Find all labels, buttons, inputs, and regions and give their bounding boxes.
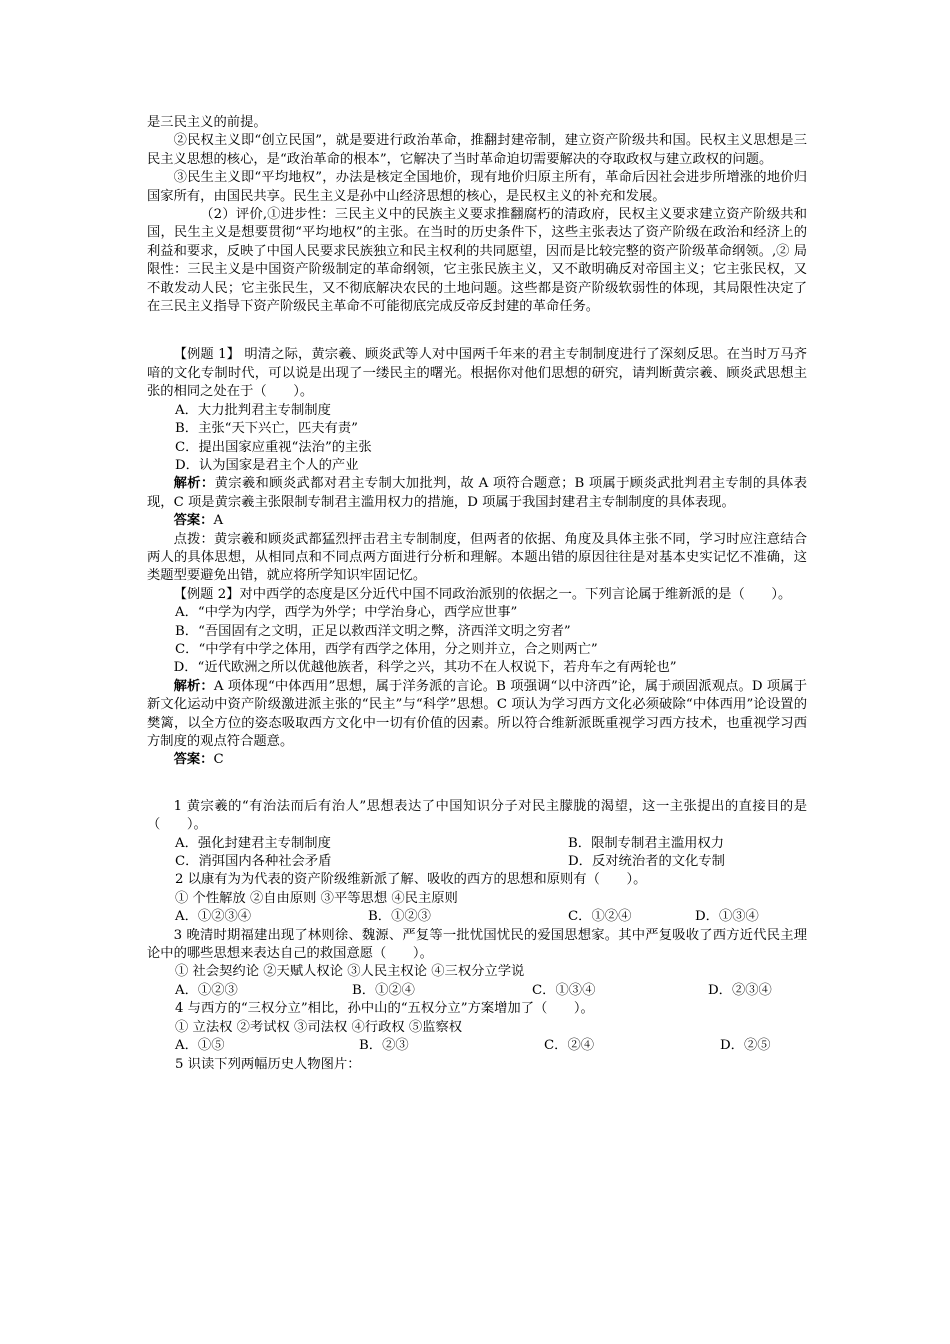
analysis-text: 黄宗羲和顾炎武都对君主专制大加批判，故 A 项符合题意；B 项属于顾炎武批判君主专制的具体表现，C 项是黄宗羲主张限制专制君主滥用权力的措施，D 项属于我国封建君主专制制度的具体表现。 (147, 476, 807, 510)
option-b: B．②③ (359, 1038, 409, 1054)
example2-analysis (147, 678, 807, 752)
example1-option-c: C．提出国家应重视“法治”的主张 (175, 439, 372, 455)
option-a: A．①②③ (175, 982, 238, 998)
practice-question-4: 4 与西方的“三权分立”相比，孙中山的“五权分立”方案增加了（ ）。 (175, 1001, 594, 1017)
option-a: A．强化封建君主专制制度 (175, 835, 331, 851)
example2-option-d: D．“近代欧洲之所以优越他族者，科学之兴，其功不在人权说下，若舟车之有两轮也” (173, 660, 677, 676)
practice-q4-items: ① 立法权 ②考试权 ③司法权 ④行政权 ⑤监察权 (175, 1019, 463, 1035)
option-d: D．反对统治者的文化专制 (568, 854, 725, 870)
example1-tip: 点拨：黄宗羲和顾炎武都猛烈抨击君主专制制度，但两者的依据、角度及具体主张不同，学习时应注意结合两人的具体思想，从相同点和不同点两方面进行分析和理解。本题出错的原因往往是对基本史实记忆不准确，这类题型要避免出错，就应将所学知识牢固记忆。 (147, 531, 807, 584)
analysis-label: 解析： (173, 678, 214, 694)
option-d: D．②③④ (708, 982, 772, 998)
practice-question-2: 2 以康有为为代表的资产阶级维新派了解、吸收的西方的思想和原则有（ ）。 (175, 872, 647, 888)
answer-label: 答案： (173, 513, 214, 529)
practice-q4-options (147, 1037, 807, 1055)
analysis-label: 解析： (173, 476, 215, 492)
option-b: B．限制专制君主滥用权力 (568, 835, 725, 851)
option-a: A．①⑤ (175, 1038, 225, 1054)
option-d: D．②⑤ (720, 1038, 771, 1054)
example2-answer (147, 751, 807, 769)
practice-q1-options-row2 (147, 853, 807, 871)
answer-label: 答案： (173, 752, 214, 768)
example2-option-a: A．“中学为内学，西学为外学；中学治身心，西学应世事” (175, 605, 518, 621)
example2-question: 【例题 2】对中西学的态度是区分近代中国不同政治派别的依据之一。下列言论属于维新派的是（ ）。 (173, 586, 792, 602)
intro-line: 是三民主义的前提。 (147, 115, 267, 130)
option-d: D．①③④ (695, 909, 759, 925)
example1-analysis (147, 475, 807, 512)
example1-question: 【例题 1】 明清之际，黄宗羲、顾炎武等人对中国两千年来的君主专制制度进行了深刻反思。在当时万马齐喑的文化专制时代，可以说是出现了一缕民主的曙光。根据你对他们思想的研究，请判断黄宗羲、顾炎武思想主张的相同之处在于（ ）。 (147, 347, 807, 400)
answer-text: C (213, 752, 224, 768)
intro-paragraph-evaluation: （2）评价,①进步性：三民主义中的民族主义要求推翻腐朽的清政府，民权主义要求建立资产阶级共和国，民生主义是想要贯彻“平均地权”的主张。在当时的历史条件下，这些主张表达了资产阶级在政治和经济上的利益和要求，反映了中国人民要求民族独立和民主权利的共同愿望，因而是比较完整的资产阶级革命纲领。,② 局限性：三民主义是中国资产阶级制定的革命纲领，它主张民族主义，又不敢明确反对帝国主义；它主张民权，又不敢发动人民；它主张民生，又不彻底解决农民的土地问题。这些都是资产阶级软弱性的体现，其局限性决定了在三民主义指导下资产阶级民主革命不可能彻底完成反帝反封建的革命任务。 (147, 207, 807, 315)
document-page (147, 114, 807, 1074)
option-a: A．①②③④ (175, 909, 252, 925)
example2-option-c: C．“中学有中学之体用，西学有西学之体用，分之则并立，合之则两亡” (175, 641, 598, 657)
intro-paragraph-minsheng: ③民生主义即“平均地权”，办法是核定全国地价，现有地价归原主所有，革命后因社会进步所增涨的地价归国家所有，由国民共享。民生主义是孙中山经济思想的核心，是民权主义的补充和发展。 (147, 170, 807, 204)
intro-paragraph-minquan: ②民权主义即“创立民国”，就是要进行政治革命，推翻封建帝制，建立资产阶级共和国。民权主义思想是三民主义思想的核心，是“政治革命的根本”，它解决了当时革命迫切需要解决的夺取政权与建立政权的问题。 (147, 133, 807, 167)
practice-question-3: 3 晚清时期福建出现了林则徐、魏源、严复等一批忧国忧民的爱国思想家。其中严复吸收了西方近代民主理论中的哪些思想来表达自己的救国意愿（ ）。 (147, 927, 807, 962)
practice-question-1: 1 黄宗羲的“有治法而后有治人”思想表达了中国知识分子对民主朦胧的渴望，这一主张提出的直接目的是（ ）。 (147, 798, 807, 833)
analysis-text: A 项体现“中体西用”思想，属于洋务派的言论。B 项强调“以中济西”论，属于顽固派观点。D 项属于新文化运动中资产阶级激进派主张的“民主”与“科学”思想。C 项认为学习西方文化必须破除“中体西用”论设置的樊篱，以全方位的姿态吸取西方文化中一切有价值的因素。所以符合维新派既重视学习西方技术，也重视学习西方制度的观点符合题意。 (147, 678, 808, 749)
practice-question-5: 5 识读下列两幅历史人物图片： (175, 1056, 361, 1072)
option-b: B．①②③ (368, 909, 431, 925)
option-c: C．②④ (544, 1038, 595, 1054)
example1-option-d: D．认为国家是君主个人的产业 (175, 457, 359, 473)
answer-text: A (213, 513, 224, 529)
practice-q2-items: ① 个性解放 ②自由原则 ③平等思想 ④民主原则 (175, 890, 458, 906)
example1-option-a: A．大力批判君主专制制度 (175, 402, 331, 418)
example1-option-b: B．主张“天下兴亡，匹夫有责” (175, 421, 358, 437)
practice-q2-options (147, 908, 807, 926)
option-c: C．①②④ (568, 909, 632, 925)
practice-q3-items: ① 社会契约论 ②天赋人权论 ③人民主权论 ④三权分立学说 (175, 964, 525, 980)
example2-option-b: B．“吾国固有之文明，正足以救西洋文明之弊，济西洋文明之穷者” (175, 623, 571, 639)
practice-q1-options-row1 (147, 835, 807, 853)
option-b: B．①②④ (352, 982, 415, 998)
example1-answer (147, 512, 807, 530)
practice-q3-options (147, 982, 807, 1000)
option-c: C．①③④ (532, 982, 596, 998)
option-c: C．消弭国内各种社会矛盾 (175, 854, 332, 870)
